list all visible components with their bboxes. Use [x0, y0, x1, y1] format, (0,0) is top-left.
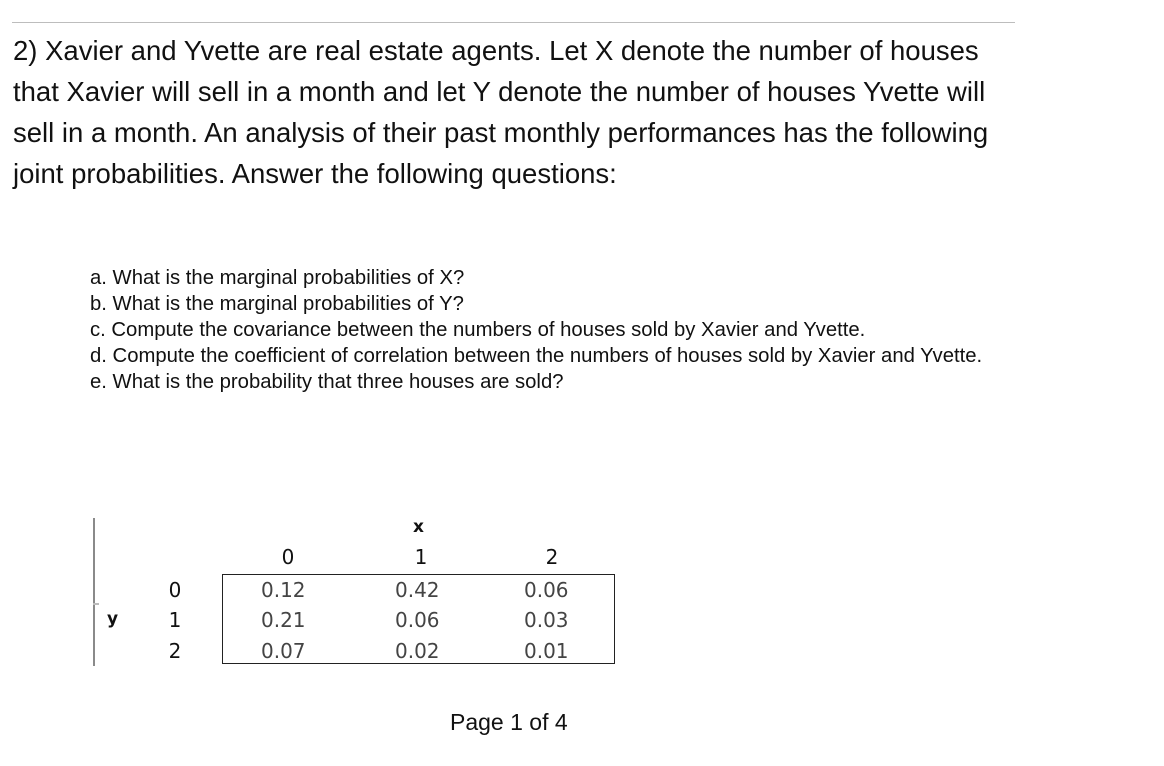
table-cell: 0.06 — [524, 578, 569, 602]
table-cell: 0.06 — [395, 608, 440, 632]
column-header-x0: 0 — [281, 545, 295, 569]
table-bracket-tick — [93, 603, 99, 605]
question-list — [90, 265, 1030, 395]
column-header-x1: 1 — [414, 545, 428, 569]
question-c: c. Compute the covariance between the numbers of houses sold by Xavier and Yvette. — [90, 319, 866, 341]
question-e: e. What is the probability that three houses are sold? — [90, 371, 564, 393]
table-cell: 0.21 — [261, 608, 306, 632]
table-bracket — [93, 518, 95, 666]
top-divider — [12, 22, 1015, 23]
question-d: d. Compute the coefficient of correlation between the numbers of houses sold by Xavier and Yvette. — [90, 345, 983, 367]
x-variable-label: x — [413, 517, 424, 537]
table-cell: 0.03 — [524, 608, 569, 632]
problem-statement: 2) Xavier and Yvette are real estate agents. Let X denote the number of houses that Xavier will sell in a month and let Y denote the number of houses Yvette will sell in a month. An analysis of their past monthly performances has the following joint probabilities. Answer the following questions: — [13, 35, 989, 189]
row-header-y2: 2 — [168, 639, 182, 663]
question-b: b. What is the marginal probabilities of Y? — [90, 293, 464, 315]
table-cell: 0.02 — [395, 639, 440, 663]
question-a: a. What is the marginal probabilities of X? — [90, 267, 465, 289]
page-indicator: Page 1 of 4 — [450, 709, 568, 735]
table-cell: 0.42 — [395, 578, 440, 602]
column-header-x2: 2 — [545, 545, 559, 569]
table-cell: 0.01 — [524, 639, 569, 663]
row-header-y1: 1 — [168, 608, 182, 632]
table-cell: 0.07 — [261, 639, 306, 663]
table-cell: 0.12 — [261, 578, 306, 602]
y-variable-label: y — [107, 609, 119, 629]
row-header-y0: 0 — [168, 578, 182, 602]
